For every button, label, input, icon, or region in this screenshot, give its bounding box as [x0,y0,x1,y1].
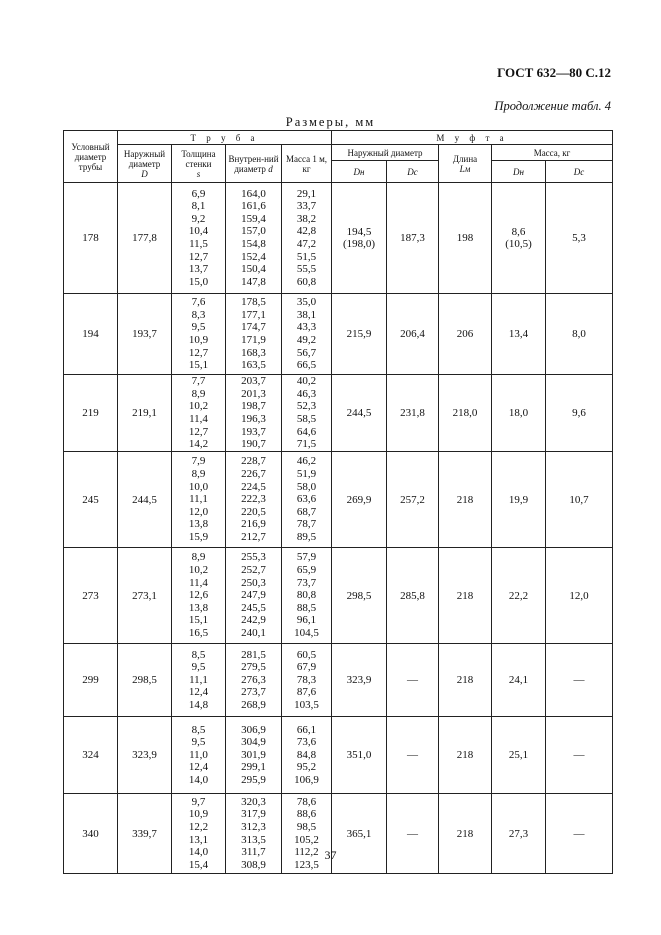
cell-wall-thickness-value: 11,1 [189,673,208,686]
cell-coupling-mass-dn-line: 22,2 [508,589,529,602]
cell-wall-thickness-value: 14,2 [188,438,209,451]
cell-wall-thickness-value: 8,9 [191,387,206,400]
cell-coupling-length: 218 [439,717,492,794]
col-inner-diameter-symbol: d [268,163,273,174]
cell-coupling-dn [332,294,387,375]
cell-inner-diameter [226,294,282,375]
cell-wall-thickness-value: 13,8 [188,601,209,614]
cell-inner-diameter-value: 295,9 [241,773,266,786]
cell-coupling-dn-line: 269,9 [346,493,372,506]
cell-coupling-length: 218 [439,644,492,717]
cell-coupling-mass-dn [492,294,546,375]
col-wall-thickness-label: Толщина стенки [181,148,216,169]
cell-nominal-diameter: 273 [64,548,118,644]
document-code: ГОСТ 632—80 С.12 [497,65,611,80]
cell-mass-per-meter-value: 51,5 [296,250,317,263]
col-outer-diameter [118,145,172,183]
col-coupling-length [439,145,492,183]
cell-coupling-dc: 231,8 [387,375,439,452]
cell-coupling-dc: 257,2 [387,452,439,548]
cell-mass-per-meter-value: 78,7 [296,518,317,531]
cell-inner-diameter-value: 174,7 [241,321,266,334]
cell-nominal-diameter: 340 [64,794,118,874]
cell-mass-per-meter-value: 46,2 [296,455,317,468]
cell-wall-thickness [172,717,226,794]
cell-wall-thickness-value: 12,2 [188,820,209,833]
cell-inner-diameter-value: 163,5 [241,359,266,372]
cell-coupling-mass-dn-line: 18,0 [508,407,529,419]
cell-mass-per-meter [282,294,332,375]
cell-inner-diameter [226,375,282,452]
cell-coupling-length: 218 [439,452,492,548]
cell-inner-diameter-value: 203,7 [241,375,266,388]
cell-wall-thickness-value: 12,4 [188,686,209,699]
cell-coupling-mass-dn [492,375,546,452]
cell-mass-per-meter-value: 71,5 [296,438,317,451]
cell-coupling-dn-line: 194,5 [346,226,372,238]
cell-inner-diameter [226,717,282,794]
cell-wall-thickness-value: 12,7 [188,346,209,359]
cell-wall-thickness [172,375,226,452]
cell-coupling-dn [332,717,387,794]
cell-coupling-dn-line: 323,9 [346,674,372,686]
cell-inner-diameter-value: 161,6 [241,200,266,213]
cell-wall-thickness-value: 9,2 [191,212,206,225]
cell-inner-diameter-value: 268,9 [241,698,266,711]
cell-coupling-mass-dn [492,644,546,717]
cell-mass-per-meter-value: 88,5 [296,601,317,614]
cell-wall-thickness-value: 10,4 [188,225,209,238]
cell-wall-thickness-value: 14,0 [188,773,209,786]
cell-mass-per-meter-value: 105,2 [294,833,319,846]
cell-coupling-mass-dc: 5,3 [546,183,613,294]
cell-nominal-diameter: 194 [64,294,118,375]
cell-coupling-mass-dn-line: 27,3 [508,827,529,840]
cell-inner-diameter-value: 252,7 [241,564,266,577]
col-coupling-outer-diameter: Наружный диаметр [332,145,439,161]
cell-inner-diameter [226,452,282,548]
cell-wall-thickness [172,548,226,644]
cell-mass-per-meter-value: 56,7 [296,346,317,359]
cell-mass-per-meter [282,452,332,548]
cell-wall-thickness-value: 7,9 [191,455,206,468]
cell-mass-per-meter-value: 95,2 [296,761,317,774]
cell-coupling-dc: — [387,717,439,794]
col-nominal-diameter: Условный диаметр трубы [64,131,118,183]
cell-mass-per-meter-value: 66,1 [296,723,317,736]
cell-coupling-mass-dc: — [546,644,613,717]
cell-wall-thickness-value: 16,5 [188,626,209,639]
cell-coupling-mass-dc: 9,6 [546,375,613,452]
cell-wall-thickness [172,183,226,294]
cell-inner-diameter-value: 157,0 [241,225,266,238]
cell-wall-thickness-value: 15,9 [188,530,209,543]
table-row [64,294,613,375]
cell-coupling-dn-line: 365,1 [346,827,372,840]
cell-mass-per-meter-value: 96,1 [296,614,317,627]
cell-coupling-dn-line: 244,5 [346,407,372,419]
cell-mass-per-meter-value: 51,9 [296,468,317,481]
cell-outer-diameter: 193,7 [118,294,172,375]
cell-wall-thickness-value: 14,8 [188,698,209,711]
cell-coupling-mass-dc: 10,7 [546,452,613,548]
cell-wall-thickness-value: 12,6 [188,589,209,602]
cell-mass-per-meter-value: 65,9 [296,564,317,577]
cell-inner-diameter-value: 224,5 [241,480,266,493]
cell-coupling-mass-dc: — [546,794,613,874]
cell-wall-thickness-value: 11,5 [189,238,208,250]
cell-nominal-diameter: 219 [64,375,118,452]
cell-mass-per-meter-value: 103,5 [294,698,319,711]
cell-wall-thickness [172,294,226,375]
group-pipe: Т р у б а [118,131,332,145]
cell-inner-diameter [226,644,282,717]
cell-mass-per-meter-value: 42,8 [296,225,317,238]
cell-wall-thickness-value: 9,7 [191,795,206,808]
cell-mass-per-meter-value: 35,0 [296,296,317,309]
table-row [64,183,613,294]
cell-inner-diameter-value: 301,9 [241,748,266,761]
cell-inner-diameter-value: 299,1 [241,761,266,774]
cell-inner-diameter-value: 242,9 [241,614,266,627]
cell-outer-diameter: 219,1 [118,375,172,452]
cell-outer-diameter: 339,7 [118,794,172,874]
cell-mass-per-meter-value: 57,9 [296,551,317,564]
cell-outer-diameter: 177,8 [118,183,172,294]
cell-outer-diameter: 244,5 [118,452,172,548]
cell-inner-diameter-value: 220,5 [241,505,266,518]
cell-wall-thickness-value: 12,7 [188,425,209,438]
cell-wall-thickness [172,452,226,548]
cell-inner-diameter-value: 164,0 [241,187,266,200]
col-mass-dn: Dн [492,161,546,183]
cell-coupling-dn-line: (198,0) [342,238,376,250]
cell-mass-per-meter-value: 49,2 [296,334,317,346]
cell-wall-thickness-value: 13,1 [188,833,209,846]
cell-wall-thickness-value: 8,9 [191,551,206,564]
cell-wall-thickness-value: 9,5 [191,321,206,334]
cell-coupling-mass-dn-line: 25,1 [508,749,529,761]
cell-coupling-length: 218,0 [439,375,492,452]
cell-coupling-dc: 206,4 [387,294,439,375]
cell-inner-diameter-value: 273,7 [241,686,266,699]
cell-inner-diameter-value: 228,7 [241,455,266,468]
cell-wall-thickness-value: 10,9 [188,808,209,821]
cell-inner-diameter-value: 154,8 [241,238,266,250]
cell-mass-per-meter-value: 112,2 [294,846,319,859]
cell-coupling-length: 198 [439,183,492,294]
cell-mass-per-meter-value: 46,3 [296,387,317,400]
cell-wall-thickness-value: 15,1 [188,359,209,372]
cell-inner-diameter-value: 190,7 [241,438,266,451]
table-row [64,452,613,548]
cell-coupling-dc: — [387,794,439,874]
cell-inner-diameter-value: 193,7 [241,425,266,438]
cell-inner-diameter-value: 306,9 [241,723,266,736]
cell-inner-diameter-value: 313,5 [241,833,266,846]
cell-inner-diameter-value: 198,7 [241,400,266,413]
col-mass-dc: Dс [546,161,613,183]
cell-inner-diameter-value: 168,3 [241,346,266,359]
dimensions-caption: Размеры, мм [285,115,376,129]
cell-wall-thickness-value: 10,9 [188,334,209,346]
cell-wall-thickness-value: 15,0 [188,275,209,288]
cell-mass-per-meter-value: 123,5 [294,858,319,871]
col-wall-thickness-symbol: s [196,168,201,179]
table-row [64,375,613,452]
cell-inner-diameter-value: 212,7 [241,530,266,543]
cell-mass-per-meter-value: 104,5 [294,626,319,639]
cell-mass-per-meter-value: 89,5 [296,530,317,543]
cell-wall-thickness-value: 8,1 [191,200,206,213]
cell-inner-diameter-value: 196,3 [241,413,266,425]
cell-mass-per-meter [282,548,332,644]
cell-coupling-mass-dn [492,452,546,548]
cell-mass-per-meter-value: 38,1 [296,308,317,321]
cell-wall-thickness-value: 12,4 [188,761,209,774]
table-row [64,548,613,644]
cell-coupling-mass-dn [492,548,546,644]
cell-coupling-dn-line: 351,0 [346,749,372,761]
cell-inner-diameter-value: 216,9 [241,518,266,531]
cell-mass-per-meter-value: 60,8 [296,275,317,288]
cell-inner-diameter-value: 152,4 [241,250,266,263]
cell-coupling-mass-dn [492,183,546,294]
cell-inner-diameter-value: 276,3 [241,673,266,686]
col-dn: Dн [332,161,387,183]
cell-mass-per-meter-value: 64,6 [296,425,317,438]
cell-coupling-mass-dn-line: (10,5) [505,238,532,250]
group-coupling: М у ф т а [332,131,613,145]
cell-mass-per-meter-value: 40,2 [296,375,317,388]
cell-mass-per-meter-value: 38,2 [296,212,317,225]
cell-wall-thickness-value: 10,2 [188,564,209,577]
cell-coupling-length: 206 [439,294,492,375]
pipe-dimensions-table [63,130,613,874]
cell-mass-per-meter-value: 88,6 [296,808,317,821]
cell-inner-diameter-value: 159,4 [241,212,266,225]
cell-inner-diameter-value: 311,7 [241,846,266,859]
cell-inner-diameter-value: 247,9 [241,589,266,602]
cell-wall-thickness-value: 8,9 [191,468,206,481]
cell-inner-diameter-value: 320,3 [241,795,266,808]
cell-wall-thickness-value: 8,3 [191,308,206,321]
cell-outer-diameter: 323,9 [118,717,172,794]
cell-inner-diameter-value: 222,3 [241,493,266,506]
cell-mass-per-meter-value: 84,8 [296,748,317,761]
col-inner-diameter [226,145,282,183]
cell-mass-per-meter-value: 60,5 [296,648,317,661]
cell-mass-per-meter-value: 58,0 [296,480,317,493]
cell-wall-thickness-value: 9,5 [191,736,206,749]
cell-wall-thickness-value: 7,7 [191,375,206,388]
cell-mass-per-meter [282,183,332,294]
cell-mass-per-meter-value: 29,1 [296,187,317,200]
cell-wall-thickness-value: 8,5 [191,648,206,661]
col-dc: Dс [387,161,439,183]
cell-coupling-mass-dc: 12,0 [546,548,613,644]
cell-coupling-length: 218 [439,794,492,874]
cell-inner-diameter [226,183,282,294]
cell-mass-per-meter-value: 43,3 [296,321,317,334]
table-body [64,183,613,874]
cell-inner-diameter-value: 147,8 [241,275,266,288]
table-row [64,717,613,794]
cell-mass-per-meter-value: 78,3 [296,673,317,686]
cell-wall-thickness-value: 11,4 [189,576,208,589]
cell-coupling-mass-dc: 8,0 [546,294,613,375]
cell-coupling-length: 218 [439,548,492,644]
cell-inner-diameter-value: 177,1 [241,308,266,321]
cell-wall-thickness-value: 15,1 [188,614,209,627]
cell-inner-diameter-value: 308,9 [241,858,266,871]
cell-coupling-dc: — [387,644,439,717]
cell-coupling-dn [332,644,387,717]
cell-wall-thickness [172,644,226,717]
cell-mass-per-meter-value: 80,8 [296,589,317,602]
cell-coupling-mass-dc: — [546,717,613,794]
cell-inner-diameter-value: 245,5 [241,601,266,614]
cell-inner-diameter-value: 171,9 [241,334,266,346]
cell-inner-diameter-value: 255,3 [241,551,266,564]
cell-inner-diameter-value: 178,5 [241,296,266,309]
col-outer-diameter-symbol: D [141,168,148,179]
col-coupling-mass: Масса, кг [492,145,613,161]
cell-inner-diameter-value: 312,3 [241,820,266,833]
cell-nominal-diameter: 324 [64,717,118,794]
cell-mass-per-meter [282,375,332,452]
cell-mass-per-meter-value: 98,5 [296,820,317,833]
cell-mass-per-meter-value: 52,3 [296,400,317,413]
cell-wall-thickness-value: 15,4 [188,858,209,871]
table-row [64,644,613,717]
cell-inner-diameter-value: 281,5 [241,648,266,661]
table-continuation-label: Продолжение табл. 4 [494,99,611,113]
cell-coupling-dn [332,183,387,294]
cell-wall-thickness-value: 11,0 [189,748,208,761]
cell-inner-diameter-value: 240,1 [241,626,266,639]
cell-nominal-diameter: 299 [64,644,118,717]
cell-mass-per-meter-value: 106,9 [294,773,319,786]
cell-wall-thickness-value: 14,0 [188,846,209,859]
cell-wall-thickness-value: 11,1 [189,493,208,506]
cell-wall-thickness-value: 9,5 [191,661,206,674]
col-coupling-length-symbol: Lм [459,163,471,174]
col-wall-thickness [172,145,226,183]
cell-coupling-dn-line: 215,9 [346,328,372,340]
cell-inner-diameter-value: 250,3 [241,576,266,589]
cell-nominal-diameter: 178 [64,183,118,294]
cell-mass-per-meter-value: 63,6 [296,493,317,506]
cell-coupling-mass-dn [492,717,546,794]
cell-inner-diameter-value: 304,9 [241,736,266,749]
cell-coupling-dn-line: 298,5 [346,589,372,602]
cell-inner-diameter-value: 317,9 [241,808,266,821]
cell-mass-per-meter-value: 55,5 [296,263,317,276]
cell-mass-per-meter [282,644,332,717]
col-mass-per-meter: Масса 1 м, кг [282,145,332,183]
cell-wall-thickness-value: 8,5 [191,723,206,736]
cell-coupling-dn [332,452,387,548]
cell-wall-thickness-value: 13,8 [188,518,209,531]
cell-wall-thickness-value: 6,9 [191,187,206,200]
cell-coupling-mass-dn-line: 19,9 [508,493,529,506]
cell-mass-per-meter-value: 47,2 [296,238,317,250]
cell-inner-diameter-value: 279,5 [241,661,266,674]
cell-outer-diameter: 273,1 [118,548,172,644]
page-number: 37 [324,848,337,862]
cell-wall-thickness-value: 7,6 [191,296,206,309]
cell-mass-per-meter [282,717,332,794]
col-inner-diameter-label: Внутрен-ний диаметр [228,153,279,174]
cell-mass-per-meter-value: 73,7 [296,576,317,589]
cell-inner-diameter-value: 150,4 [241,263,266,276]
cell-wall-thickness-value: 10,2 [188,400,209,413]
cell-nominal-diameter: 245 [64,452,118,548]
cell-mass-per-meter-value: 33,7 [296,200,317,213]
cell-mass-per-meter-value: 73,6 [296,736,317,749]
cell-wall-thickness-value: 12,0 [188,505,209,518]
cell-mass-per-meter-value: 87,6 [296,686,317,699]
col-outer-diameter-label: Наружный диаметр [123,148,166,169]
cell-mass-per-meter-value: 78,6 [296,795,317,808]
cell-coupling-dc: 187,3 [387,183,439,294]
cell-coupling-dc: 285,8 [387,548,439,644]
cell-coupling-mass-dn-line: 8,6 [511,226,526,238]
cell-mass-per-meter-value: 68,7 [296,505,317,518]
cell-wall-thickness-value: 13,7 [188,263,209,276]
cell-outer-diameter: 298,5 [118,644,172,717]
cell-wall-thickness-value: 12,7 [188,250,209,263]
cell-coupling-mass-dn-line: 13,4 [508,328,529,340]
cell-inner-diameter-value: 201,3 [241,387,266,400]
cell-coupling-dn [332,375,387,452]
cell-mass-per-meter-value: 66,5 [296,359,317,372]
cell-coupling-mass-dn-line: 24,1 [508,674,529,686]
cell-mass-per-meter-value: 67,9 [296,661,317,674]
cell-mass-per-meter-value: 58,5 [296,413,317,425]
cell-wall-thickness-value: 10,0 [188,480,209,493]
cell-inner-diameter [226,548,282,644]
cell-coupling-dn [332,548,387,644]
cell-inner-diameter-value: 226,7 [241,468,266,481]
cell-wall-thickness-value: 11,4 [189,413,208,425]
col-coupling-length-label: Длина [452,153,478,164]
